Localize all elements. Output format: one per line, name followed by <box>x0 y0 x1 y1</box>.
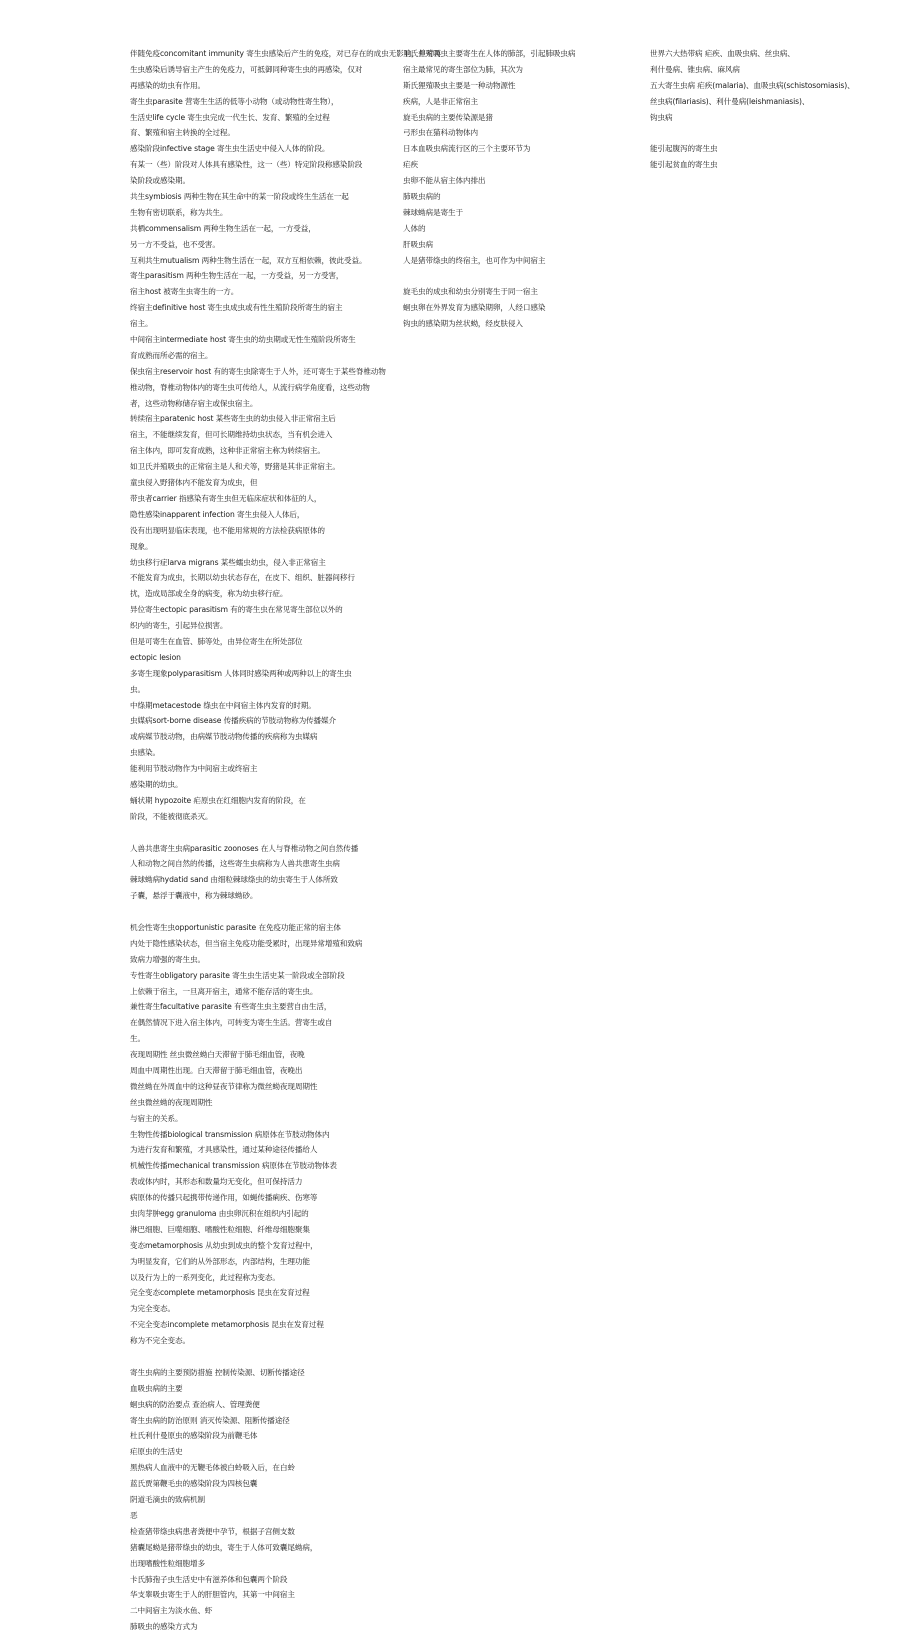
text-line <box>650 570 905 586</box>
text-line: 兼性寄生facultative parasite 有些寄生虫主要营自由生活， <box>130 1002 332 1012</box>
text-line: 斯氏狸殖吸虫主要是一种动物源性 <box>403 80 516 90</box>
text-line: 人体的 <box>403 223 426 233</box>
text-line <box>650 523 905 539</box>
text-line <box>403 809 665 825</box>
text-line <box>403 968 665 984</box>
text-line <box>403 713 665 729</box>
text-line <box>650 936 905 952</box>
text-line: 丝虫病(filariasis)、利什曼病(leishmaniasis)、 <box>650 96 810 106</box>
text-line: 育、繁殖和宿主转换的全过程。 <box>130 128 235 138</box>
text-line <box>403 952 665 968</box>
text-line: 致病力增强的寄生虫。 <box>130 954 205 964</box>
text-line <box>403 984 665 1000</box>
text-line: 肺吸虫的感染方式为 <box>130 1622 198 1632</box>
text-line <box>650 316 905 332</box>
text-line: 宿主host 被寄生虫寄生的一方。 <box>130 287 239 297</box>
text-line: 蛔虫卵在外界发育为感染期卵，人经口感染 <box>403 303 546 313</box>
text-line <box>403 1508 665 1524</box>
text-line <box>403 1079 665 1095</box>
text-line: 再感染的幼虫有作用。 <box>130 80 205 90</box>
text-line <box>403 1492 665 1508</box>
text-line <box>650 713 905 729</box>
text-line: ectopic lesion <box>130 652 181 662</box>
text-line <box>650 1397 905 1413</box>
text-line <box>650 348 905 364</box>
text-line: 感染期的幼虫。 <box>130 779 183 789</box>
text-line: 保虫宿主reservoir host 有的寄生虫除寄生于人外，还可寄生于某些脊椎动物 <box>130 366 386 376</box>
text-line: 棘球蚴病是寄生于 <box>403 207 463 217</box>
text-line: 与宿主的关系。 <box>130 1113 183 1123</box>
text-line <box>650 1365 905 1381</box>
text-line: 周血中周期性出现。白天滞留于肺毛细血管，夜晚出 <box>130 1066 303 1075</box>
text-line <box>650 539 905 555</box>
text-line: 终宿主definitive host 寄生虫成虫或有性生殖阶段所寄生的宿主 <box>130 303 343 313</box>
text-line <box>403 1254 665 1270</box>
middle-column <box>403 46 665 1619</box>
text-line <box>650 1333 905 1349</box>
text-line: 虫卵不能从宿主体内排出 <box>403 176 486 186</box>
text-line <box>403 650 665 666</box>
text-line: 虫肉芽肿egg granuloma 由虫卵沉积在组织内引起的 <box>130 1209 309 1219</box>
text-line: 旋毛虫的成虫和幼虫分别寄生于同一宿主 <box>403 287 538 297</box>
text-line <box>403 1381 665 1397</box>
text-line <box>650 364 905 380</box>
text-line: 宿主。 <box>130 319 153 329</box>
text-line <box>403 1222 665 1238</box>
text-line <box>403 1587 665 1603</box>
text-line <box>403 1095 665 1111</box>
text-line <box>650 411 905 427</box>
text-line <box>650 1317 905 1333</box>
text-line: 扰，造成局部或全身的病变，称为幼虫移行症。 <box>130 589 288 599</box>
text-line: 宿主体内，即可发育成熟，这种非正常宿主称为转续宿主。 <box>130 446 325 456</box>
text-line <box>650 1381 905 1397</box>
text-line <box>403 332 665 348</box>
text-line <box>403 904 665 920</box>
text-line <box>403 380 665 396</box>
text-line <box>403 1015 665 1031</box>
text-line <box>650 666 905 682</box>
text-line: 疟疾 <box>403 160 418 170</box>
text-line: 病原体的传播只起携带传递作用，如蝇传播痢疾、伤寒等 <box>130 1193 318 1203</box>
text-line <box>130 1349 392 1365</box>
text-line: 检查猪带绦虫病患者粪便中孕节，根据子宫侧支数 <box>130 1526 295 1536</box>
text-line: 共栖commensalism 两种生物生活在一起，一方受益， <box>130 223 316 233</box>
text-line: 为明显发育，它们的从外部形态，内部结构，生理功能 <box>130 1256 310 1266</box>
text-line <box>403 1031 665 1047</box>
text-line <box>130 904 392 920</box>
text-line <box>403 411 665 427</box>
text-line <box>650 1095 905 1111</box>
text-line <box>650 586 905 602</box>
text-line: 变态metamorphosis 从幼虫到成虫的整个发育过程中， <box>130 1240 318 1250</box>
text-line: 在偶然情况下进入宿主体内，可转变为寄生生活。营寄生或自 <box>130 1018 333 1028</box>
text-line <box>403 777 665 793</box>
text-line: 蛔虫病的防治要点 查治病人、管理粪便 <box>130 1399 260 1409</box>
text-line: 日本血吸虫病流行区的三个主要环节为 <box>403 144 531 154</box>
text-line <box>403 268 665 284</box>
text-line <box>403 1206 665 1222</box>
text-line <box>650 650 905 666</box>
text-line <box>650 1047 905 1063</box>
text-line <box>403 1111 665 1127</box>
text-line: 钩虫病 <box>650 112 673 122</box>
text-line <box>650 841 905 857</box>
text-line <box>650 1428 905 1444</box>
text-line: 阴道毛滴虫的致病机制 <box>130 1495 205 1505</box>
text-line <box>650 555 905 571</box>
text-line: 淋巴细胞、巨噬细胞、嗜酸性粒细胞、纤维母细胞聚集 <box>130 1224 310 1234</box>
text-line <box>403 761 665 777</box>
text-line <box>403 1317 665 1333</box>
text-line: 钩虫的感染期为丝状蚴，经皮肤侵入 <box>403 319 523 329</box>
text-line <box>403 459 665 475</box>
text-line: 旋毛虫病的主要传染源是猪 <box>403 112 493 122</box>
text-line: 五大寄生虫病 疟疾(malaria)、血吸虫病(schistosomiasis)、 <box>650 80 855 90</box>
text-line <box>650 825 905 841</box>
text-line <box>650 1190 905 1206</box>
text-line: 专性寄生obligatory parasite 寄生虫生活史某一阶段或全部阶段 <box>130 970 345 980</box>
text-line: 能利用节肢动物作为中间宿主或终宿主 <box>130 764 258 774</box>
text-line: 有某一（些）阶段对人体具有感染性，这一（些）特定阶段称感染阶段 <box>130 160 363 170</box>
text-line: 如卫氏并殖吸虫的正常宿主是人和犬等，野猪是其非正常宿主。 <box>130 462 340 472</box>
text-line: 或病媒节肢动物，由病媒节肢动物传播的疾病称为虫媒病 <box>130 732 318 742</box>
text-line: 疟原虫的生活史 <box>130 1447 183 1457</box>
text-line <box>650 618 905 634</box>
text-line: 蓝氏贾第鞭毛虫的感染阶段为四核包囊 <box>130 1479 258 1489</box>
text-line: 肺吸虫病的 <box>403 192 441 202</box>
text-line <box>650 1540 905 1556</box>
text-line: 杜氏利什曼原虫的感染阶段为前鞭毛体 <box>130 1431 258 1441</box>
text-line <box>650 1031 905 1047</box>
text-line <box>403 1413 665 1429</box>
text-line: 隐性感染inapparent infection 寄生虫侵入人体后， <box>130 509 305 519</box>
text-line <box>650 1492 905 1508</box>
text-line <box>650 1174 905 1190</box>
text-line <box>650 1476 905 1492</box>
text-line <box>403 1540 665 1556</box>
text-line: 宿主最常见的寄生部位为肺，其次为 <box>403 64 523 74</box>
text-line <box>650 761 905 777</box>
text-line: 共生symbiosis 两种生物在其生命中的某一阶段或终生生活在一起 <box>130 192 349 202</box>
text-line <box>650 173 905 189</box>
text-line <box>650 952 905 968</box>
text-line <box>403 1476 665 1492</box>
text-line <box>650 284 905 300</box>
right-column <box>650 46 905 1587</box>
text-line <box>650 1111 905 1127</box>
text-line <box>403 1301 665 1317</box>
text-line <box>650 1444 905 1460</box>
text-line <box>403 1460 665 1476</box>
text-line: 生虫感染后诱导宿主产生的免疫力，可抵御同种寄生虫的再感染，仅对 <box>130 64 363 74</box>
text-line: 子囊，悬浮于囊液中，称为棘球蚴砂。 <box>130 891 258 901</box>
text-line <box>403 1190 665 1206</box>
text-line <box>403 729 665 745</box>
text-line: 感染阶段infective stage 寄生虫生活史中侵入人体的阶段。 <box>130 144 330 154</box>
text-line <box>650 904 905 920</box>
text-line <box>650 427 905 443</box>
text-line: 机械性传播mechanical transmission 病原体在节肢动物体表 <box>130 1161 337 1171</box>
text-line <box>403 1285 665 1301</box>
text-line <box>650 332 905 348</box>
text-line <box>403 1127 665 1143</box>
text-line: 完全变态complete metamorphosis 昆虫在发育过程 <box>130 1288 310 1298</box>
text-line <box>650 920 905 936</box>
text-line <box>650 189 905 205</box>
text-line <box>650 888 905 904</box>
text-line: 生。 <box>130 1034 145 1044</box>
text-line: 能引起腹泻的寄生虫 <box>650 144 718 154</box>
text-line: 织内的寄生，引起异位损害。 <box>130 621 228 631</box>
text-line <box>403 856 665 872</box>
text-line: 疾病，人是非正常宿主 <box>403 96 478 106</box>
text-line: 弓形虫在猫科动物体内 <box>403 128 478 138</box>
text-line <box>650 634 905 650</box>
text-line: 现象。 <box>130 541 153 551</box>
text-line: 生物有密切联系，称为共生。 <box>130 207 228 217</box>
text-line <box>650 491 905 507</box>
text-line <box>650 856 905 872</box>
text-line: 肝吸虫病 <box>403 239 433 249</box>
text-line <box>650 1460 905 1476</box>
text-line <box>403 999 665 1015</box>
text-line <box>650 1413 905 1429</box>
text-line <box>403 634 665 650</box>
text-line <box>403 1428 665 1444</box>
text-line: 带虫者carrier 指感染有寄生虫但无临床症状和体征的人， <box>130 493 322 503</box>
text-line <box>403 936 665 952</box>
text-line <box>650 1556 905 1572</box>
text-line <box>403 618 665 634</box>
text-line <box>403 555 665 571</box>
text-line <box>403 1556 665 1572</box>
text-line <box>650 1079 905 1095</box>
text-line <box>403 745 665 761</box>
text-line: 不能发育为成虫，长期以幼虫状态存在，在皮下、组织、脏器间移行 <box>130 573 355 583</box>
text-line <box>650 1508 905 1524</box>
text-line: 寄生虫病的防治原则 消灭传染源、阻断传播途径 <box>130 1415 290 1425</box>
text-line: 但是可寄生在血管、肺等处，由异位寄生在所处部位 <box>130 636 303 646</box>
text-line: 寄生虫parasite 营寄生生活的低等小动物（或动物性寄生物）， <box>130 96 339 106</box>
text-line: 多寄生现象polyparasitism 人体同时感染两种或两种以上的寄生虫 <box>130 668 352 678</box>
text-line: 人兽共患寄生虫病parasitic zoonoses 在人与脊椎动物之间自然传播 <box>130 843 359 853</box>
text-line: 出现嗜酸性粒细胞增多 <box>130 1558 205 1568</box>
text-line <box>403 364 665 380</box>
text-line <box>650 1238 905 1254</box>
text-line <box>403 396 665 412</box>
text-line: 称为不完全变态。 <box>130 1336 190 1346</box>
text-line <box>650 1524 905 1540</box>
text-line: 虫感染。 <box>130 748 160 758</box>
text-line <box>403 586 665 602</box>
text-line <box>403 1158 665 1174</box>
text-line <box>650 698 905 714</box>
text-line: 中绦期metacestode 绦虫在中间宿主体内发育的时期。 <box>130 700 316 710</box>
text-line: 虫媒病sort-borne disease 传播疾病的节肢动物称为传播媒介 <box>130 716 337 726</box>
text-line <box>403 1142 665 1158</box>
text-line <box>650 1285 905 1301</box>
text-line <box>403 920 665 936</box>
text-line <box>403 1174 665 1190</box>
text-line: 转续宿主paratenic host 某些寄生虫的幼虫侵入非正常宿主后 <box>130 414 336 424</box>
text-line: 中间宿主intermediate host 寄生虫的幼虫期或无性生殖阶段所寄生 <box>130 335 356 345</box>
text-line <box>650 507 905 523</box>
text-line <box>403 888 665 904</box>
text-line <box>650 1301 905 1317</box>
text-line: 没有出现明显临床表现，也不能用常规的方法检获病原体的 <box>130 525 325 535</box>
text-line <box>650 443 905 459</box>
text-line: 黑热病人血液中的无鞭毛体被白蛉吸入后，在白蛉 <box>130 1463 295 1473</box>
text-line <box>650 396 905 412</box>
text-line <box>403 825 665 841</box>
text-line: 椎动物，脊椎动物体内的寄生虫可传给人，从流行病学角度看，这些动物 <box>130 382 370 392</box>
text-line <box>403 682 665 698</box>
text-line <box>650 237 905 253</box>
text-line <box>403 1603 665 1619</box>
text-line <box>650 745 905 761</box>
text-line: 内处于隐性感染状态，但当宿主免疫功能受累时，出现异常增殖和致病 <box>130 938 363 948</box>
text-line: 童虫侵入野猪体内不能发育为成虫，但 <box>130 478 258 488</box>
text-line <box>650 777 905 793</box>
text-line <box>403 1333 665 1349</box>
text-line: 人和动物之间自然的传播，这些寄生虫病称为人兽共患寄生虫病 <box>130 859 340 869</box>
text-line <box>650 1063 905 1079</box>
text-line: 寄生parasitism 两种生物生活在一起，一方受益，另一方受害， <box>130 271 344 281</box>
text-line <box>650 459 905 475</box>
text-line: 互利共生mutualism 两种生物生活在一起，双方互相依赖，彼此受益。 <box>130 255 367 265</box>
text-line <box>650 1127 905 1143</box>
text-line: 能引起贫血的寄生虫 <box>650 160 718 170</box>
text-line: 另一方不受益，也不受害。 <box>130 239 220 249</box>
text-line <box>650 1206 905 1222</box>
text-line <box>650 380 905 396</box>
text-line: 育成熟而所必需的宿主。 <box>130 350 213 360</box>
text-line: 卫氏并殖吸虫主要寄生在人体的肺部，引起肺吸虫病 <box>403 49 576 58</box>
text-line: 幼虫移行症larva migrans 某些蠕虫幼虫，侵入非正常宿主 <box>130 557 326 567</box>
text-line <box>650 793 905 809</box>
text-line <box>130 825 392 841</box>
text-line: 生物性传播biological transmission 病原体在节肢动物体内 <box>130 1129 330 1139</box>
text-line: 不完全变态incomplete metamorphosis 昆虫在发育过程 <box>130 1320 324 1330</box>
text-line <box>403 872 665 888</box>
text-line: 猪囊尾蚴是猪带绦虫的幼虫，寄生于人体可致囊尾蚴病， <box>130 1542 318 1552</box>
text-line: 恶 <box>130 1510 138 1520</box>
text-line <box>403 570 665 586</box>
text-line: 以及行为上的一系列变化，此过程称为变态。 <box>130 1272 280 1282</box>
text-line: 上依赖于宿主，一旦离开宿主，通常不能存活的寄生虫。 <box>130 986 318 996</box>
text-line <box>650 1572 905 1588</box>
text-line: 染阶段或感染期。 <box>130 176 190 186</box>
text-line <box>403 427 665 443</box>
text-line <box>650 268 905 284</box>
text-line <box>403 1063 665 1079</box>
text-line <box>650 1254 905 1270</box>
text-line: 卡氏肺孢子虫生活史中有滋养体和包囊两个阶段 <box>130 1574 288 1584</box>
text-line <box>650 1158 905 1174</box>
text-line <box>650 1270 905 1286</box>
text-line: 为完全变态。 <box>130 1304 175 1314</box>
text-line: 夜现周期性 丝虫微丝蚴白天滞留于肺毛细血管，夜晚 <box>130 1050 305 1060</box>
text-line: 异位寄生ectopic parasitism 有的寄生虫在常见寄生部位以外的 <box>130 605 343 615</box>
text-line <box>650 1349 905 1365</box>
text-line <box>650 602 905 618</box>
text-line <box>403 698 665 714</box>
text-line <box>650 999 905 1015</box>
text-line <box>403 1238 665 1254</box>
text-line <box>650 1015 905 1031</box>
text-line: 二中间宿主为淡水鱼、虾 <box>130 1606 213 1616</box>
text-line: 利什曼病、锥虫病、麻风病 <box>650 64 740 74</box>
text-line <box>650 984 905 1000</box>
text-line <box>403 348 665 364</box>
text-line <box>403 475 665 491</box>
text-line: 寄生虫病的主要预防措施 控制传染源、切断传播途径 <box>130 1367 305 1377</box>
text-line: 宿主，不能继续发育，但可长期维持幼虫状态，当有机会进入 <box>130 430 333 440</box>
text-line <box>403 539 665 555</box>
text-line: 世界六大热带病 疟疾、血吸虫病、丝虫病、 <box>650 49 795 58</box>
text-line: 伴随免疫concomitant immunity 寄生虫感染后产生的免疫，对已存在的成虫无影响，但对再 <box>130 49 442 58</box>
text-line <box>403 491 665 507</box>
text-line <box>403 1270 665 1286</box>
text-line <box>650 1142 905 1158</box>
text-line <box>403 1365 665 1381</box>
text-line: 人是猪带绦虫的终宿主，也可作为中间宿主 <box>403 255 546 265</box>
text-line <box>403 443 665 459</box>
text-line <box>403 602 665 618</box>
text-line <box>650 968 905 984</box>
text-line <box>650 809 905 825</box>
text-line: 微丝蚴在外周血中的这种昼夜节律称为微丝蚴夜现周期性 <box>130 1081 318 1091</box>
text-line: 虫。 <box>130 684 145 694</box>
text-line <box>403 1444 665 1460</box>
text-line: 蛹状期 hypozoite 疟原虫在红细胞内发育的阶段，在 <box>130 795 306 805</box>
text-line <box>650 221 905 237</box>
text-line: 阶段，不能被彻底杀灭。 <box>130 811 213 821</box>
text-line <box>650 205 905 221</box>
text-line <box>650 475 905 491</box>
text-line <box>403 666 665 682</box>
text-line <box>650 125 905 141</box>
text-line <box>403 793 665 809</box>
text-line <box>650 253 905 269</box>
text-line: 丝虫微丝蚴的夜现周期性 <box>130 1097 213 1107</box>
text-line <box>403 507 665 523</box>
text-line: 华支睾吸虫寄生于人的肝胆管内，其第一中间宿主 <box>130 1590 295 1600</box>
text-line: 血吸虫病的主要 <box>130 1383 183 1393</box>
text-line <box>403 841 665 857</box>
text-line: 生活史life cycle 寄生虫完成一代生长、发育、繁殖的全过程 <box>130 112 330 122</box>
text-line: 表或体内时，其形态和数量均无变化，但可保持活力 <box>130 1177 303 1187</box>
text-line <box>403 1047 665 1063</box>
text-line: 者，这些动物称储存宿主或保虫宿主。 <box>130 398 258 408</box>
text-line <box>403 1572 665 1588</box>
text-line <box>650 682 905 698</box>
text-line <box>403 523 665 539</box>
text-line <box>403 1349 665 1365</box>
text-line: 为进行发育和繁殖，才具感染性，通过某种途径传播给人 <box>130 1145 318 1155</box>
text-line <box>650 1222 905 1238</box>
text-line <box>650 300 905 316</box>
text-line <box>650 872 905 888</box>
text-line: 机会性寄生虫opportunistic parasite 在免疫功能正常的宿主体 <box>130 922 341 932</box>
text-line <box>403 1524 665 1540</box>
text-line: 棘球蚴病hydatid sand 由细粒棘球绦虫的幼虫寄生于人体所致 <box>130 875 338 885</box>
text-line <box>403 1397 665 1413</box>
text-line <box>650 729 905 745</box>
